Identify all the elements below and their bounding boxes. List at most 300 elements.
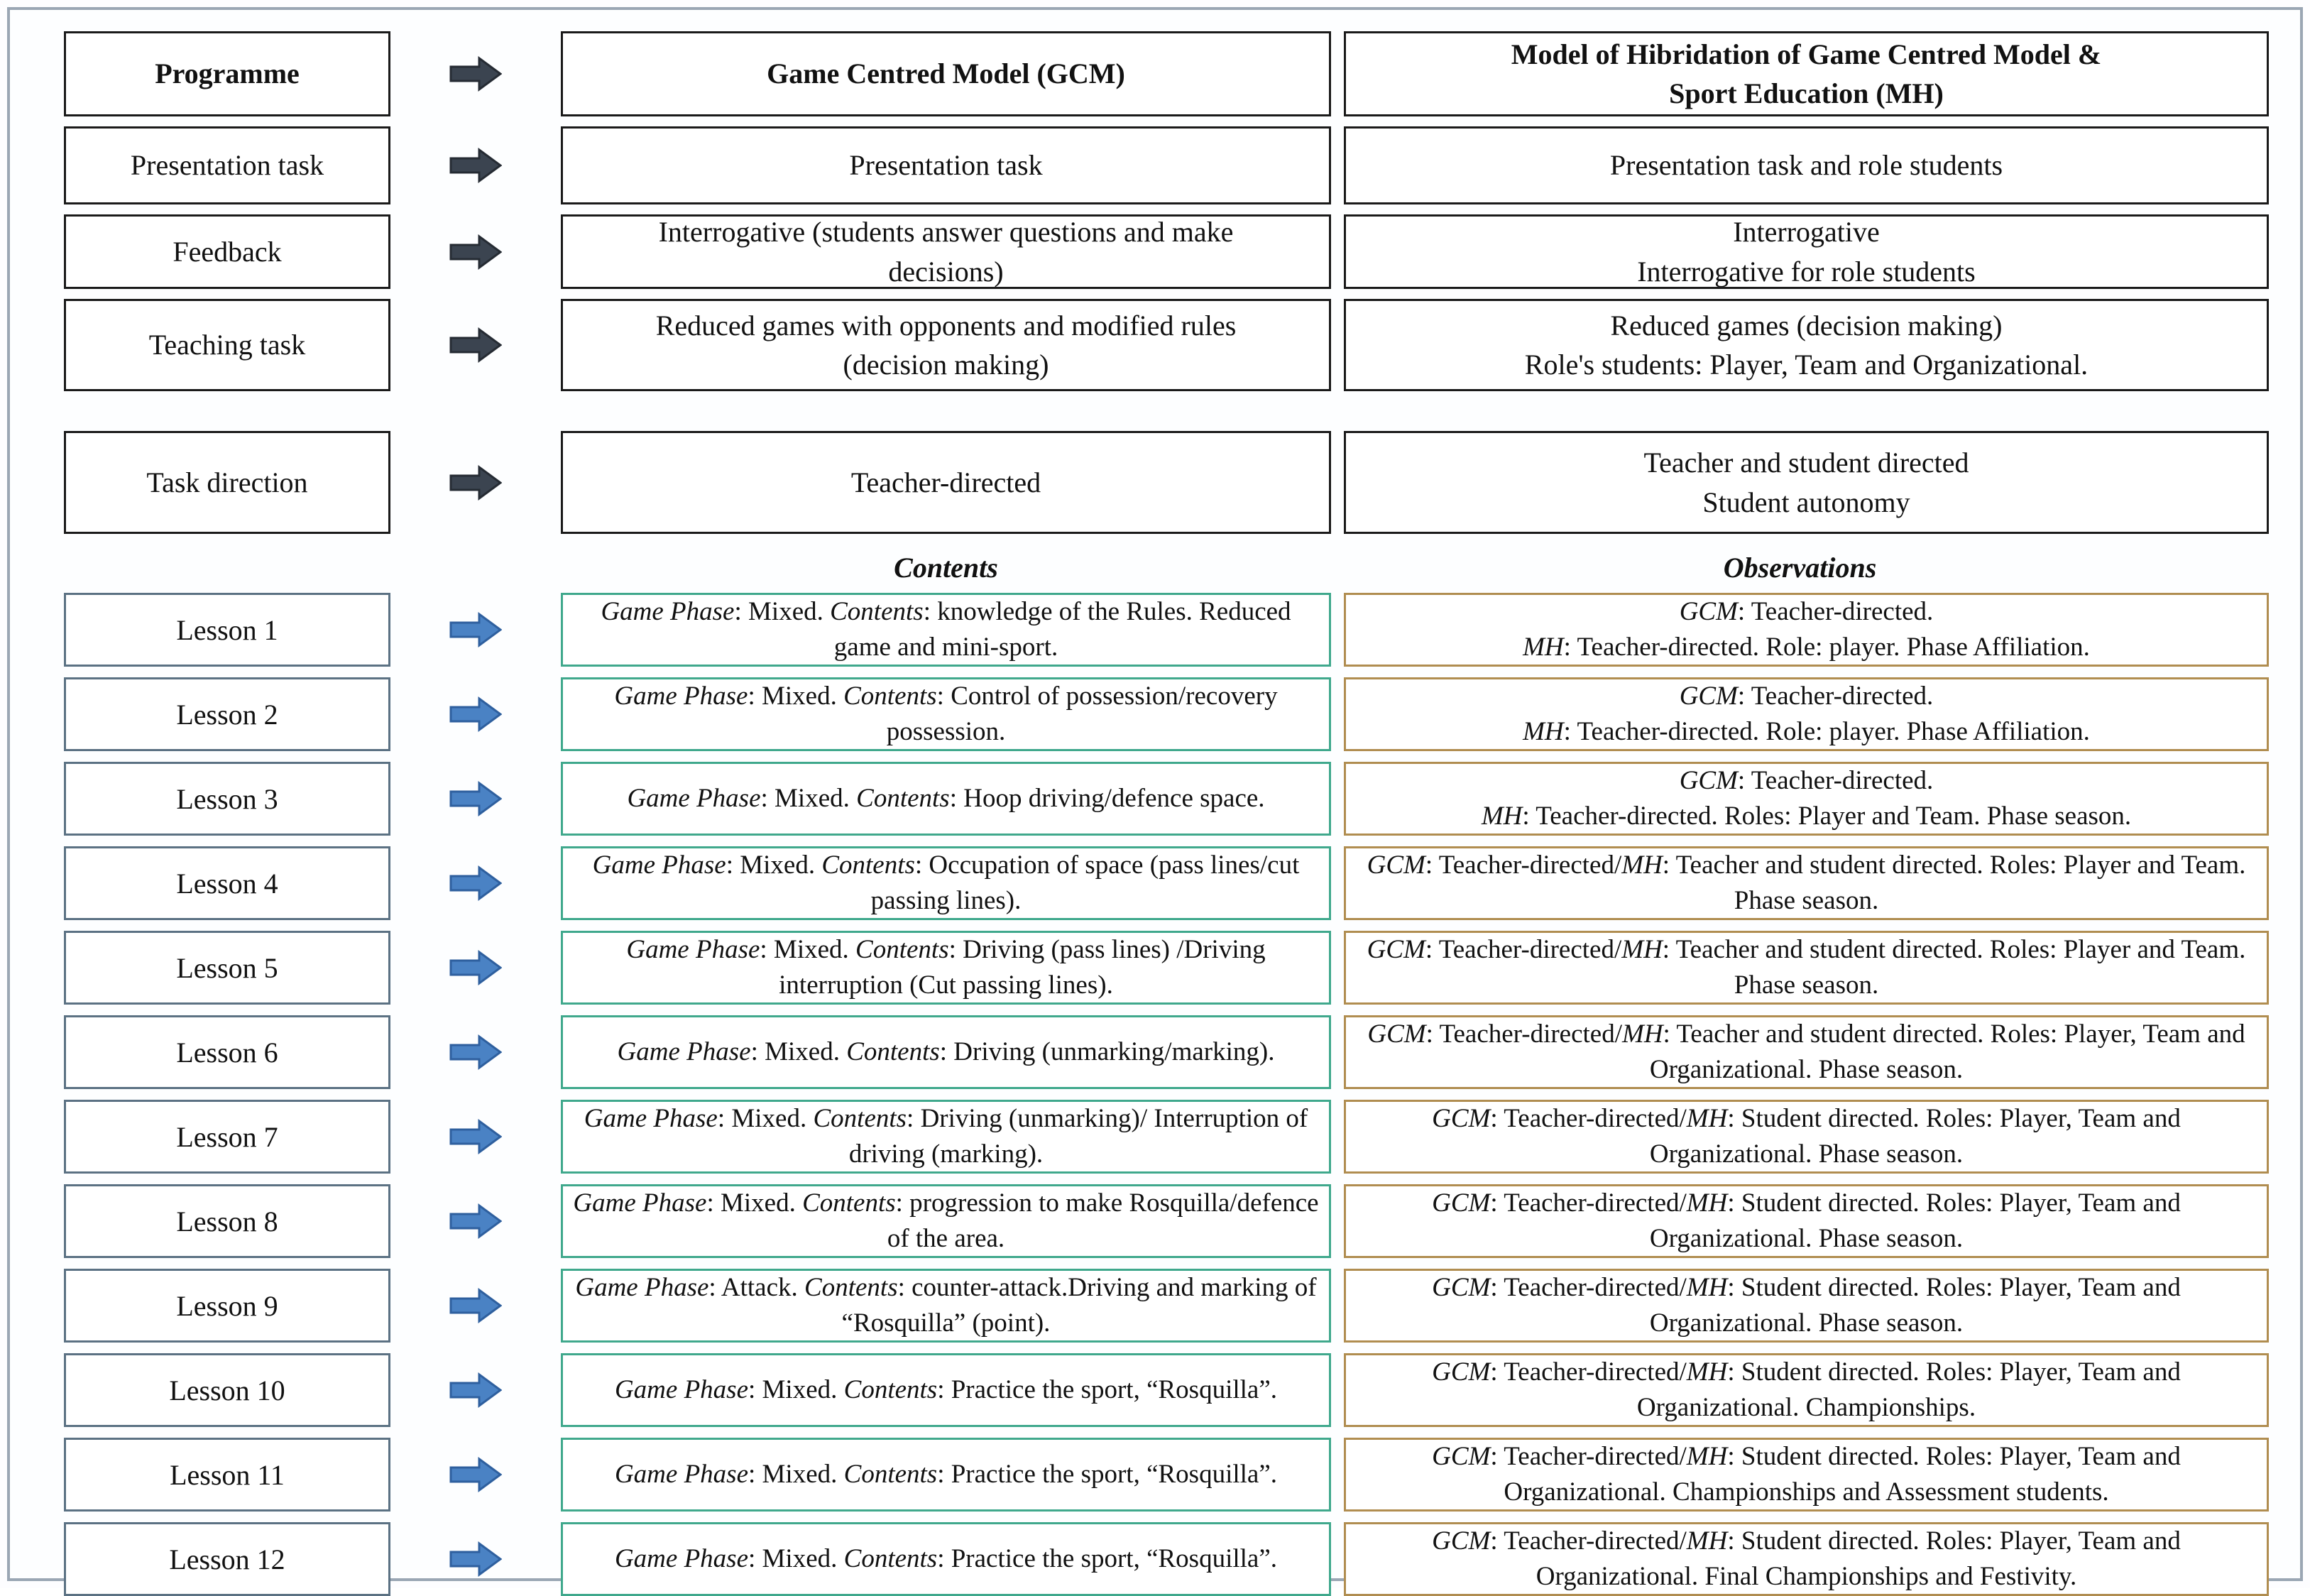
italic-label: Game Phase <box>592 851 726 880</box>
plain-text: : Practice the sport, “Rosquilla”. <box>937 1375 1278 1405</box>
lesson-row <box>64 1522 2269 1596</box>
lesson-label-cell <box>64 1100 390 1174</box>
section-heading-row <box>64 544 2269 589</box>
figure-outer-frame <box>7 7 2303 1591</box>
lesson-contents-box[interactable] <box>561 1353 1331 1427</box>
gcm-value-box <box>561 214 1331 289</box>
plain-text: : Driving (unmarking/marking). <box>939 1037 1275 1067</box>
lesson-observations-cell <box>1344 1015 2269 1089</box>
italic-label: GCM <box>1432 1442 1491 1472</box>
italic-label: Game Phase <box>601 597 735 627</box>
italic-label: MH <box>1621 935 1663 965</box>
gcm-value-box <box>561 126 1331 204</box>
arrow-right-icon <box>449 1203 502 1240</box>
italic-label: GCM <box>1367 1020 1426 1049</box>
italic-label: MH <box>1686 1357 1728 1387</box>
observations-heading: Observations <box>1723 552 1877 584</box>
plain-text: : Teacher-directed/ <box>1425 1020 1622 1049</box>
lesson-observations-box[interactable] <box>1344 1184 2269 1258</box>
plain-text: : Student directed. Roles: Player, Team and Organizational. Championships. <box>1636 1357 2181 1422</box>
lesson-contents-box[interactable] <box>561 1269 1331 1343</box>
programme-row-mh-cell <box>1344 214 2269 289</box>
programme-row-arrow-cell <box>390 126 561 204</box>
arrow-right-icon <box>449 1456 502 1493</box>
lesson-label-text: Lesson 9 <box>176 1289 278 1322</box>
plain-text: : Mixed. <box>760 784 857 814</box>
arrow-right-icon <box>449 1541 502 1578</box>
lesson-arrow-cell <box>390 931 561 1005</box>
lesson-label-text: Lesson 8 <box>176 1205 278 1237</box>
plain-text: : Teacher-directed. Role: player. Phase Affiliation. <box>1563 633 2090 662</box>
lesson-observations-box[interactable] <box>1344 846 2269 920</box>
plain-text: : Teacher-directed. <box>1737 766 1934 796</box>
gcm-value-text: Teacher-directed <box>850 466 1041 498</box>
lesson-observations-box[interactable] <box>1344 1522 2269 1596</box>
lesson-contents-cell <box>561 1100 1331 1174</box>
mh-value-box <box>1344 31 2269 116</box>
italic-label: MH <box>1481 802 1523 831</box>
plain-text: : Student directed. Roles: Player, Team and Organizational. Championships and Assessment students. <box>1504 1442 2181 1507</box>
arrow-right-icon <box>449 147 502 184</box>
programme-row-arrow-cell <box>390 299 561 391</box>
plain-text: : Student directed. Roles: Player, Team and Organizational. Phase season. <box>1649 1104 2181 1169</box>
programme-row <box>64 431 2269 534</box>
plain-text: : Driving (unmarking)/ Interruption of driving (marking). <box>848 1104 1308 1169</box>
italic-label: MH <box>1621 851 1663 880</box>
lesson-label-text: Lesson 7 <box>176 1120 278 1153</box>
programme-row-label-cell <box>64 126 390 204</box>
lesson-observations-text <box>1356 1524 2257 1594</box>
programme-row-label-cell <box>64 431 390 534</box>
lesson-contents-text <box>615 1457 1277 1492</box>
lesson-label-box[interactable] <box>64 1100 390 1174</box>
lesson-contents-text <box>618 1034 1275 1070</box>
lesson-label-box[interactable] <box>64 677 390 751</box>
programme-label-box <box>64 299 390 391</box>
lesson-observations-cell <box>1344 1522 2269 1596</box>
lesson-label-cell <box>64 1269 390 1343</box>
italic-label: Game Phase <box>626 935 760 965</box>
lesson-observations-text <box>1356 848 2257 918</box>
lesson-label-cell <box>64 677 390 751</box>
lesson-observations-box[interactable] <box>1344 1353 2269 1427</box>
mh-value-text: Model of Hibridation of Game Centred Model & Sport Education (MH) <box>1511 38 2102 109</box>
italic-label: Contents <box>813 1104 907 1134</box>
lesson-label-text: Lesson 3 <box>176 782 278 815</box>
arrow-right-icon <box>449 780 502 817</box>
lesson-arrow-cell <box>390 1522 561 1596</box>
lesson-contents-cell <box>561 677 1331 751</box>
italic-label: Contents <box>843 1544 938 1574</box>
lesson-observations-cell <box>1344 762 2269 836</box>
programme-row-label-cell <box>64 31 390 116</box>
lesson-contents-text <box>573 1186 1319 1256</box>
arrow-right-icon <box>449 611 502 648</box>
plain-text: : Teacher-directed/ <box>1490 1188 1687 1218</box>
italic-label: GCM <box>1679 682 1738 711</box>
italic-label: Contents <box>804 1273 898 1303</box>
figure-content <box>10 10 2300 1591</box>
plain-text: : Teacher-directed. Roles: Player and Team. Phase season. <box>1522 802 2132 831</box>
plain-text: : Teacher-directed/ <box>1425 935 1622 965</box>
lesson-label-box[interactable] <box>64 1015 390 1089</box>
programme-row-arrow-cell <box>390 31 561 116</box>
lesson-observations-box[interactable] <box>1344 677 2269 751</box>
programme-label-box <box>64 214 390 289</box>
lesson-label-text: Lesson 2 <box>176 698 278 731</box>
italic-label: Contents <box>856 784 950 814</box>
programme-label-box <box>64 431 390 534</box>
lesson-contents-box[interactable] <box>561 677 1331 751</box>
lesson-contents-cell <box>561 1184 1331 1258</box>
programme-row <box>64 214 2269 289</box>
italic-label: GCM <box>1679 597 1738 627</box>
lesson-rows-section <box>64 593 2269 1596</box>
lesson-row <box>64 762 2269 836</box>
lesson-observations-text <box>1356 1017 2257 1087</box>
programme-row-gcm-cell <box>561 31 1331 116</box>
italic-label: Contents <box>843 1375 938 1405</box>
lesson-contents-text <box>627 781 1264 816</box>
plain-text: : Practice the sport, “Rosquilla”. <box>937 1544 1278 1574</box>
mh-value-text: Reduced games (decision making) Role's students: Player, Team and Organizational. <box>1524 309 2089 381</box>
plain-text: : progression to make Rosquilla/defence of the area. <box>887 1188 1319 1253</box>
lesson-observations-text <box>1356 1439 2257 1509</box>
gcm-value-text: Game Centred Model (GCM) <box>767 58 1125 90</box>
plain-text: : Teacher-directed/ <box>1490 1273 1687 1303</box>
lesson-label-box[interactable] <box>64 1522 390 1596</box>
lesson-observations-text <box>1356 1270 2257 1340</box>
italic-label: Contents <box>843 682 937 711</box>
lesson-arrow-cell <box>390 1184 561 1258</box>
programme-label-text: Presentation task <box>130 149 324 182</box>
plain-text: : Mixed. <box>706 1188 803 1218</box>
plain-text: : Mixed. <box>748 1544 844 1574</box>
lesson-label-cell <box>64 762 390 836</box>
plain-text: : Practice the sport, “Rosquilla”. <box>937 1460 1278 1490</box>
lesson-observations-cell <box>1344 931 2269 1005</box>
italic-label: Game Phase <box>584 1104 718 1134</box>
lesson-arrow-cell <box>390 1269 561 1343</box>
lesson-observations-box[interactable] <box>1344 1015 2269 1089</box>
lesson-contents-box[interactable] <box>561 1015 1331 1089</box>
italic-label: MH <box>1622 1020 1663 1049</box>
plain-text: : Teacher-directed/ <box>1490 1357 1687 1387</box>
programme-row-mh-cell <box>1344 299 2269 391</box>
lesson-arrow-cell <box>390 677 561 751</box>
plain-text: : Mixed. <box>726 851 822 880</box>
plain-text: : Teacher-directed/ <box>1490 1104 1687 1134</box>
programme-row-arrow-cell <box>390 431 561 534</box>
lesson-observations-text <box>1356 1355 2257 1425</box>
lesson-observations-cell <box>1344 1100 2269 1174</box>
lesson-label-cell <box>64 1438 390 1512</box>
italic-label: Contents <box>830 597 924 627</box>
plain-text: : Teacher and student directed. Roles: Player and Team. Phase season. <box>1662 851 2246 915</box>
plain-text: : Teacher and student directed. Roles: Player and Team. Phase season. <box>1662 935 2246 1000</box>
plain-text: : Teacher-directed. Role: player. Phase Affiliation. <box>1563 717 2090 746</box>
lesson-observations-cell <box>1344 1269 2269 1343</box>
italic-label: MH <box>1686 1273 1728 1303</box>
programme-row-arrow-cell <box>390 214 561 289</box>
italic-label: GCM <box>1367 851 1425 880</box>
lesson-label-text: Lesson 11 <box>170 1458 285 1491</box>
lesson-label-cell <box>64 1184 390 1258</box>
italic-label: Game Phase <box>614 1460 748 1490</box>
programme-label-box <box>64 31 390 116</box>
programme-comparison-section <box>64 31 2269 534</box>
italic-label: Game Phase <box>614 1375 748 1405</box>
programme-label-text: Teaching task <box>148 329 306 361</box>
lesson-contents-cell <box>561 762 1331 836</box>
plain-text: : Teacher-directed. <box>1737 597 1934 627</box>
lesson-observations-text <box>1356 1101 2257 1171</box>
lesson-contents-box[interactable] <box>561 593 1331 667</box>
italic-label: GCM <box>1432 1357 1491 1387</box>
lesson-observations-cell <box>1344 677 2269 751</box>
lesson-contents-text <box>573 594 1319 665</box>
lesson-contents-cell <box>561 1438 1331 1512</box>
plain-text: : counter-attack.Driving and marking of “Rosquilla” (point). <box>841 1273 1317 1338</box>
lesson-label-box[interactable] <box>64 1438 390 1512</box>
plain-text: : Student directed. Roles: Player, Team and Organizational. Phase season. <box>1649 1188 2181 1253</box>
lesson-label-text: Lesson 5 <box>176 951 278 984</box>
plain-text: : Mixed. <box>748 1375 844 1405</box>
lesson-observations-text <box>1523 594 2090 665</box>
lesson-contents-box[interactable] <box>561 762 1331 836</box>
plain-text: : Mixed. <box>734 597 831 627</box>
italic-label: Contents <box>802 1188 896 1218</box>
plain-text: : Teacher-directed. <box>1737 682 1934 711</box>
lesson-contents-text <box>615 1541 1277 1577</box>
lesson-contents-box[interactable] <box>561 931 1331 1005</box>
lesson-arrow-cell <box>390 762 561 836</box>
mh-value-text: Interrogative Interrogative for role students <box>1637 216 1976 288</box>
lesson-contents-box[interactable] <box>561 1522 1331 1596</box>
plain-text: : Occupation of space (pass lines/cut passing lines). <box>870 851 1300 915</box>
plain-text: : Teacher-directed/ <box>1490 1526 1687 1556</box>
lesson-label-box[interactable] <box>64 762 390 836</box>
gcm-value-box <box>561 31 1331 116</box>
plain-text: : Student directed. Roles: Player, Team and Organizational. Final Championships and Festivity. <box>1536 1526 2181 1591</box>
programme-label-box <box>64 126 390 204</box>
plain-text: : Teacher and student directed. Roles: Player, Team and Organizational. Phase season. <box>1649 1020 2245 1084</box>
italic-label: Game Phase <box>627 784 761 814</box>
lesson-contents-cell <box>561 1353 1331 1427</box>
gcm-value-box <box>561 299 1331 391</box>
mh-value-box <box>1344 214 2269 289</box>
italic-label: Game Phase <box>614 682 748 711</box>
lesson-contents-cell <box>561 593 1331 667</box>
italic-label: Contents <box>846 1037 940 1067</box>
arrow-right-icon <box>449 865 502 902</box>
italic-label: Contents <box>855 935 949 965</box>
italic-label: GCM <box>1432 1188 1491 1218</box>
lesson-observations-cell <box>1344 1184 2269 1258</box>
italic-label: MH <box>1686 1526 1728 1556</box>
lesson-contents-text <box>573 932 1319 1002</box>
lesson-label-box[interactable] <box>64 1353 390 1427</box>
lesson-observations-cell <box>1344 846 2269 920</box>
plain-text: : Mixed. <box>760 935 856 965</box>
lesson-observations-text <box>1356 1186 2257 1256</box>
plain-text: : Control of possession/recovery possession. <box>886 682 1278 746</box>
lesson-observations-box[interactable] <box>1344 762 2269 836</box>
lesson-label-box[interactable] <box>64 846 390 920</box>
lesson-row <box>64 1438 2269 1512</box>
plain-text: : Driving (pass lines) /Driving interruption (Cut passing lines). <box>779 935 1266 1000</box>
lesson-label-cell <box>64 593 390 667</box>
programme-row-gcm-cell <box>561 431 1331 534</box>
programme-label-text: Feedback <box>173 235 282 268</box>
contents-heading: Contents <box>894 552 998 584</box>
lesson-label-text: Lesson 4 <box>176 867 278 900</box>
plain-text: : Hoop driving/defence space. <box>949 784 1265 814</box>
arrow-right-icon <box>449 949 502 986</box>
italic-label: Game Phase <box>614 1544 748 1574</box>
lesson-observations-text <box>1356 932 2257 1002</box>
gcm-value-box <box>561 431 1331 534</box>
plain-text: : Mixed. <box>750 1037 847 1067</box>
arrow-right-icon <box>449 1287 502 1324</box>
lesson-contents-box[interactable] <box>561 1438 1331 1512</box>
heading-spacer-arrow <box>390 544 561 589</box>
lesson-contents-box[interactable] <box>561 1184 1331 1258</box>
lesson-label-cell <box>64 1522 390 1596</box>
lesson-label-cell <box>64 1353 390 1427</box>
lesson-row <box>64 846 2269 920</box>
lesson-observations-box[interactable] <box>1344 1269 2269 1343</box>
lesson-observations-box[interactable] <box>1344 1100 2269 1174</box>
mh-value-text: Presentation task and role students <box>1609 149 2003 182</box>
arrow-right-icon <box>449 55 502 92</box>
lesson-contents-box[interactable] <box>561 846 1331 920</box>
italic-label: Contents <box>821 851 915 880</box>
lesson-observations-cell <box>1344 1353 2269 1427</box>
lesson-observations-text <box>1482 763 2131 833</box>
lesson-observations-box[interactable] <box>1344 593 2269 667</box>
lesson-observations-cell <box>1344 593 2269 667</box>
gcm-value-text: Reduced games with opponents and modified rules (decision making) <box>655 309 1237 381</box>
programme-row-gcm-cell <box>561 214 1331 289</box>
lesson-row <box>64 1269 2269 1343</box>
lesson-label-box[interactable] <box>64 931 390 1005</box>
lesson-arrow-cell <box>390 846 561 920</box>
lesson-observations-box[interactable] <box>1344 1438 2269 1512</box>
lesson-row <box>64 593 2269 667</box>
arrow-right-icon <box>449 696 502 733</box>
lesson-contents-cell <box>561 846 1331 920</box>
plain-text: : Attack. <box>708 1273 805 1303</box>
gcm-value-text: Interrogative (students answer questions and make decisions) <box>658 216 1234 288</box>
programme-row-mh-cell <box>1344 31 2269 116</box>
programme-label-text: Programme <box>155 58 300 90</box>
mh-value-box <box>1344 431 2269 534</box>
heading-spacer-label <box>64 544 390 589</box>
plain-text: : Teacher-directed/ <box>1425 851 1622 880</box>
lesson-row <box>64 677 2269 751</box>
italic-label: Contents <box>843 1460 938 1490</box>
italic-label: Game Phase <box>575 1273 709 1303</box>
lesson-arrow-cell <box>390 1438 561 1512</box>
plain-text: : Teacher-directed/ <box>1490 1442 1687 1472</box>
arrow-right-icon <box>449 1034 502 1071</box>
italic-label: Game Phase <box>617 1037 751 1067</box>
programme-row <box>64 299 2269 391</box>
lesson-label-text: Lesson 6 <box>176 1036 278 1068</box>
italic-label: MH <box>1686 1188 1728 1218</box>
lesson-arrow-cell <box>390 1353 561 1427</box>
lesson-row <box>64 1100 2269 1174</box>
lesson-contents-text <box>573 848 1319 918</box>
lesson-label-cell <box>64 1015 390 1089</box>
italic-label: GCM <box>1432 1526 1491 1556</box>
lesson-contents-cell <box>561 931 1331 1005</box>
italic-label: GCM <box>1679 766 1738 796</box>
lesson-contents-cell <box>561 1522 1331 1596</box>
lesson-label-box[interactable] <box>64 1184 390 1258</box>
programme-row-label-cell <box>64 299 390 391</box>
mh-value-text: Teacher and student directed Student autonomy <box>1643 447 1969 518</box>
programme-row <box>64 31 2269 116</box>
lesson-row <box>64 1184 2269 1258</box>
plain-text: : Mixed. <box>748 1460 844 1490</box>
gcm-value-text: Presentation task <box>849 149 1043 182</box>
programme-row-mh-cell <box>1344 431 2269 534</box>
programme-row-mh-cell <box>1344 126 2269 204</box>
lesson-contents-text <box>573 1270 1319 1340</box>
italic-label: MH <box>1523 633 1564 662</box>
lesson-row <box>64 931 2269 1005</box>
plain-text: : Mixed. <box>748 682 844 711</box>
programme-row <box>64 126 2269 204</box>
lesson-contents-text <box>573 679 1319 749</box>
lesson-label-box[interactable] <box>64 1269 390 1343</box>
arrow-right-icon <box>449 1118 502 1155</box>
lesson-arrow-cell <box>390 593 561 667</box>
lesson-observations-box[interactable] <box>1344 931 2269 1005</box>
lesson-contents-cell <box>561 1015 1331 1089</box>
lesson-label-text: Lesson 12 <box>169 1543 285 1575</box>
lesson-contents-text <box>615 1372 1277 1408</box>
lesson-observations-cell <box>1344 1438 2269 1512</box>
lesson-label-box[interactable] <box>64 593 390 667</box>
mh-value-box <box>1344 126 2269 204</box>
programme-row-gcm-cell <box>561 126 1331 204</box>
italic-label: GCM <box>1367 935 1425 965</box>
programme-row-gcm-cell <box>561 299 1331 391</box>
italic-label: MH <box>1686 1104 1728 1134</box>
programme-label-text: Task direction <box>146 466 308 498</box>
lesson-contents-cell <box>561 1269 1331 1343</box>
lesson-label-text: Lesson 10 <box>169 1374 285 1406</box>
italic-label: MH <box>1523 717 1564 746</box>
lesson-row <box>64 1015 2269 1089</box>
italic-label: GCM <box>1432 1273 1491 1303</box>
italic-label: GCM <box>1432 1104 1491 1134</box>
plain-text: : Mixed. <box>717 1104 814 1134</box>
lesson-label-cell <box>64 931 390 1005</box>
lesson-contents-box[interactable] <box>561 1100 1331 1174</box>
arrow-right-icon <box>449 327 502 364</box>
lesson-arrow-cell <box>390 1015 561 1089</box>
lesson-label-cell <box>64 846 390 920</box>
mh-value-box <box>1344 299 2269 391</box>
lesson-observations-text <box>1523 679 2090 749</box>
arrow-right-icon <box>449 234 502 270</box>
programme-row-label-cell <box>64 214 390 289</box>
lesson-label-text: Lesson 1 <box>176 613 278 646</box>
